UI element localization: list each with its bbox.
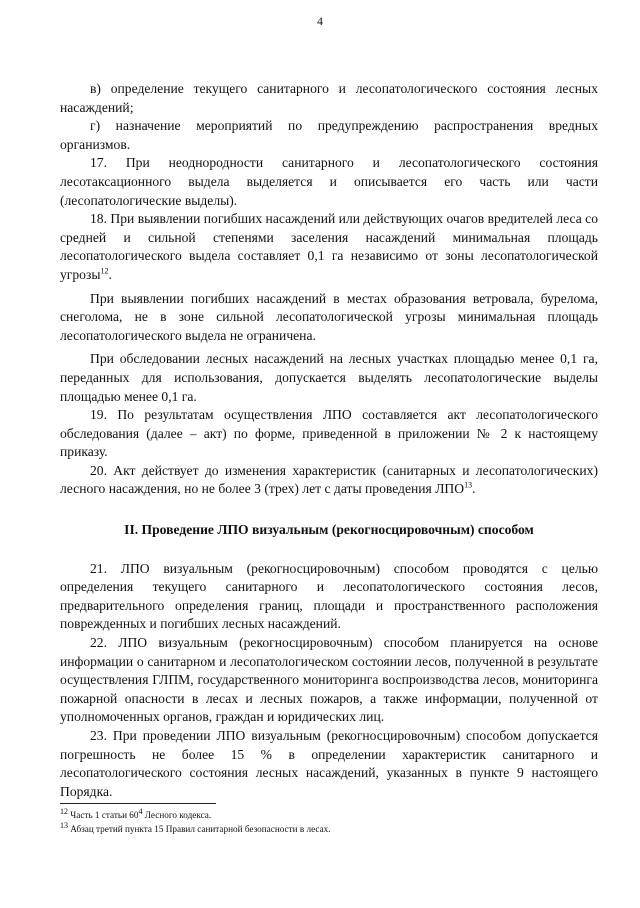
footnote-ref-12[interactable]: 12: [100, 266, 109, 276]
paragraph-23: 23. При проведении ЛПО визуальным (рекогносцировочным) способом допускается погрешность не более 15 % в определении характеристик санитарного и лесопатологического состояния лесных насаждений, указанных в пункте 9 настоящего Порядка.: [60, 728, 598, 799]
paragraph-21: 21. ЛПО визуальным (рекогносцировочным) способом проводятся с целью определения текущего санитарного и лесопатологического состояния лесов, предварительного определения границ, площади и пространственного расположения поврежденных и погибших лесных насаждений.: [60, 560, 598, 632]
paragraph-20: 20. Акт действует до изменения характеристик (санитарных и лесопатологических) лесного насаждения, но не более 3 (трех) лет с даты проведения ЛПО$^{13}$.: [60, 462, 598, 497]
page-number: 4: [317, 14, 323, 28]
footnote-ref-13[interactable]: 13: [464, 480, 473, 490]
footnote-separator: [60, 803, 216, 804]
document-body: [60, 80, 598, 801]
paragraph-19: 19. По результатам осуществления ЛПО составляется акт лесопатологического обследования (далее – акт) по форме, приведенной в приложении № 2 к настоящему приказу.: [60, 407, 598, 460]
footnotes: [60, 808, 600, 836]
paragraph-item-v: в) определение текущего санитарного и лесопатологического состояния лесных насаждений;: [60, 81, 598, 115]
paragraph-22: 22. ЛПО визуальным (рекогносцировочным) способом планируется на основе информации о санитарном и лесопатологическом состоянии лесов, полученной в результате осуществления ГЛПМ, государственного мониторинга воспроизводства лесов, мониторинга пожарной опасности в лесах и лесных пожаров, а также информации, полученной от уполномоченных органов, граждан и юридических лиц.: [60, 635, 598, 725]
section-title: II. Проведение ЛПО визуальным (рекогносцировочным) способом: [124, 522, 534, 538]
paragraph-windfall: При выявлении погибших насаждений в местах образования ветровала, бурелома, снеголома, не в зоне сильной лесопатологической угрозы минимальная площадь лесопатологического выдела не ограничена.: [60, 290, 598, 343]
paragraph-item-g: г) назначение мероприятий по предупреждению распространения вредных организмов.: [60, 118, 598, 152]
paragraph-17: 17. При неоднородности санитарного и лесопатологического состояния лесотаксационного выдела выделяется и описывается его часть или части (лесопатологические выделы).: [60, 155, 598, 208]
footnote-12: $^{12}$ Часть 1 статьи $60^4$ Лесного кодекса.: [60, 806, 212, 820]
paragraph-18: 18. При выявлении погибших насаждений или действующих очагов вредителей леса со средней и сильной степенями заселения насаждений минимальная площадь лесопатологического выдела составляет 0,1 га независимо от зоны лесопатологической угрозы$^{12}$.: [60, 211, 598, 282]
paragraph-small-plots: При обследовании лесных насаждений на лесных участках площадью менее 0,1 га, переданных для использования, допускается выделять лесопатологические выделы площадью менее 0,1 га.: [60, 351, 598, 404]
footnote-13: $^{13}$ Абзац третий пункта 15 Правил санитарной безопасности в лесах.: [60, 820, 331, 834]
